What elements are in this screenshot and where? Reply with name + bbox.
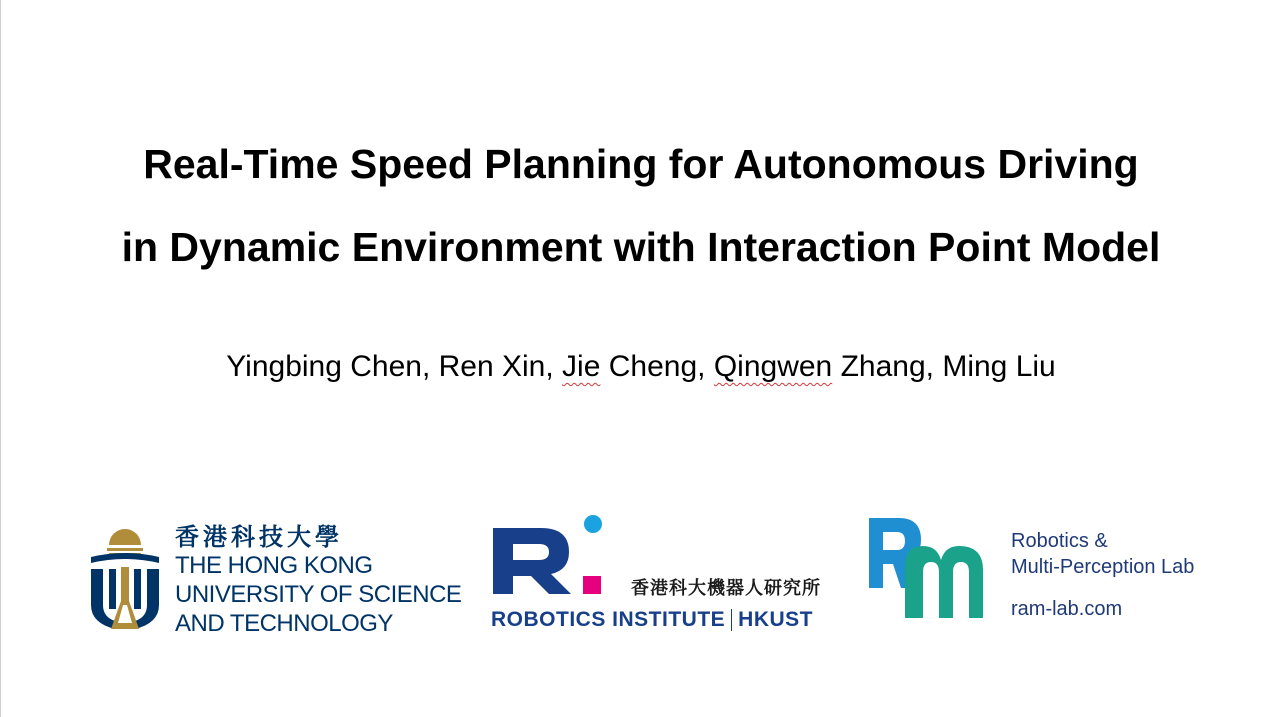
ram-mark-icon <box>865 514 987 624</box>
author-name: Yingbing Chen <box>226 350 422 383</box>
author-name: Qingwen <box>713 350 833 383</box>
ram-lab-logo <box>865 512 1245 637</box>
author-name: Ren Xin <box>438 350 546 383</box>
author-name: Zhang <box>840 350 926 383</box>
hkust-name-line-1: THE HONG KONG <box>175 552 373 579</box>
ri-wordmark <box>491 608 813 632</box>
hkust-emblem-icon <box>87 519 163 639</box>
title-line-1: Real-Time Speed Planning for Autonomous Driving <box>143 141 1139 187</box>
author-list: Yingbing Chen, Ren Xin, Jie Cheng, Qingwen Zhang, Ming Liu <box>226 350 1056 383</box>
ram-lab-name-line-2: Multi-Perception Lab <box>1011 556 1195 578</box>
hkust-chinese-name: 香港科技大學 <box>175 523 343 551</box>
ri-chinese-name: 香港科大機器人研究所 <box>631 578 821 599</box>
ri-mark-icon <box>489 512 609 598</box>
ri-divider <box>731 609 732 631</box>
ri-name: ROBOTICS INSTITUTE <box>491 608 726 631</box>
author-name: Ming Liu <box>942 350 1056 383</box>
ri-org: HKUST <box>738 608 814 631</box>
robotics-institute-logo <box>489 512 829 637</box>
hkust-name-line-2: UNIVERSITY OF SCIENCE <box>175 581 462 608</box>
author-name: Cheng <box>608 350 698 383</box>
hkust-name-line-3: AND TECHNOLOGY <box>175 610 393 637</box>
title-line-2: in Dynamic Environment with Interaction Point Model <box>121 224 1161 270</box>
ram-lab-name-line-1: Robotics & <box>1011 530 1108 552</box>
ram-lab-website: ram-lab.com <box>1011 598 1123 620</box>
author-name: Jie <box>562 350 601 383</box>
hkust-wordmark <box>175 523 461 638</box>
hkust-logo <box>87 515 462 640</box>
ram-lab-wordmark <box>1011 528 1194 622</box>
